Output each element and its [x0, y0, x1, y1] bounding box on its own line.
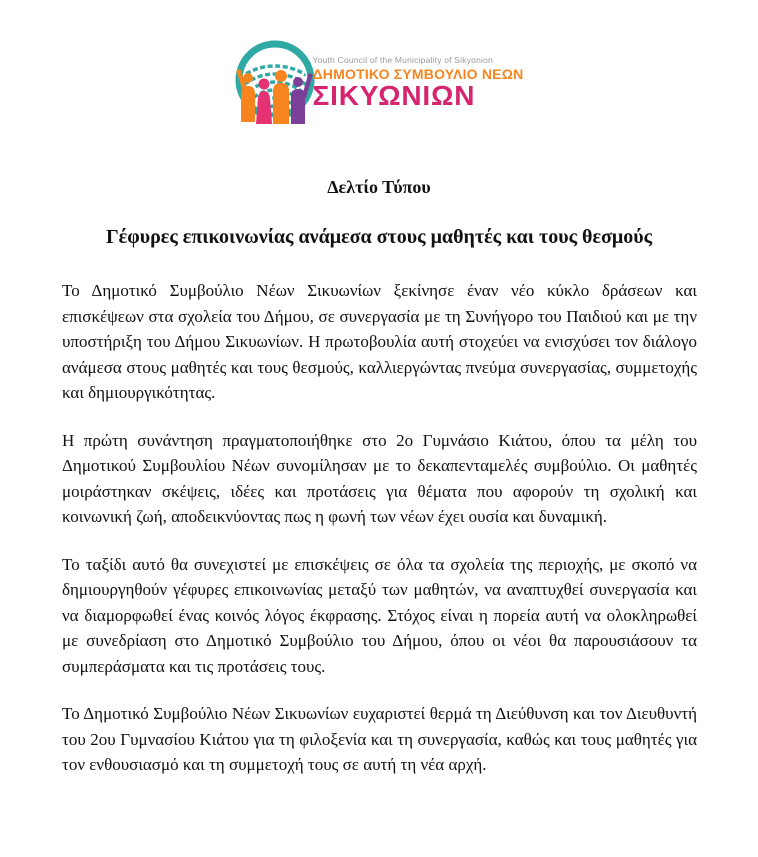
press-release-body [0, 278, 758, 778]
paragraph-4: Το Δημοτικό Συμβούλιο Νέων Σικυωνίων ευχαριστεί θερμά τη Διεύθυνση και τον Διευθυντή του 2ου Γυμνασίου Κιάτου για τη φιλοξενία και τη συνεργασία, καθώς και τους μαθητές για τον ενθουσιασμό και τη συμμετοχή τους σε αυτή τη νέα αρχή. [62, 704, 697, 774]
press-release-title: Δελτίο Τύπου [327, 177, 431, 197]
paragraph-1: Το Δημοτικό Συμβούλιο Νέων Σικυωνίων ξεκίνησε έναν νέο κύκλο δράσεων και επισκέψεων στα σχολεία του Δήμου, σε συνεργασία με τη Συνήγορο του Παιδιού και με την υποστήριξη του Δήμου Σικυωνίων. Η πρωτοβουλία αυτή στοχεύει να ενισχύσει τον διάλογο ανάμεσα στους μαθητές και τους θεσμούς, καλλιεργώντας πνεύμα συνεργασίας, συμμετοχής και δημιουργικότητας. [62, 281, 697, 402]
logo-org-line1: ΔΗΜΟΤΙΚΟ ΣΥΜΒΟΥΛΙΟ ΝΕΩΝ [312, 66, 524, 82]
youth-council-emblem-icon [235, 38, 315, 126]
logo-tagline-en: Youth Council of the Municipality of Sikyonion [312, 55, 493, 65]
press-release-heading: Γέφυρες επικοινωνίας ανάμεσα στους μαθητές και τους θεσμούς [105, 226, 653, 248]
paragraph-2: Η πρώτη συνάντηση πραγματοποιήθηκε στο 2ο Γυμνάσιο Κιάτου, όπου τα μέλη του Δημοτικού Συμβουλίου Νέων συνομίλησαν με το δεκαπενταμελές συμβούλιο. Οι μαθητές μοιράστηκαν σκέψεις, ιδέες και προτάσεις για θέματα που αφορούν τη σχολική και κοινωνική ζωή, αποδεικνύοντας πως η φωνή των νέων έχει ουσία και δυναμική. [62, 430, 697, 526]
logo-org-line2: ΣΙΚΥΩΝΙΩΝ [312, 80, 476, 112]
logo-wordmark [313, 38, 524, 110]
figure-orange-center [273, 70, 289, 124]
paragraph-3: Το ταξίδι αυτό θα συνεχιστεί με επισκέψεις σε όλα τα σχολεία της περιοχής, με σκοπό να δημιουργηθούν γέφυρες επικοινωνίας μεταξύ των μαθητών, να αναπτυχθεί συνεργασία και να διαμορφωθεί ένας κοινός λόγος έκφρασης. Στόχος είναι η πορεία αυτή να ολοκληρωθεί με συνεδρίαση στο Δημοτικό Συμβούλιο του Δήμου, όπου οι νέοι θα παρουσιάσουν τα συμπεράσματα και τις προτάσεις τους. [62, 554, 697, 676]
logo [0, 0, 758, 126]
